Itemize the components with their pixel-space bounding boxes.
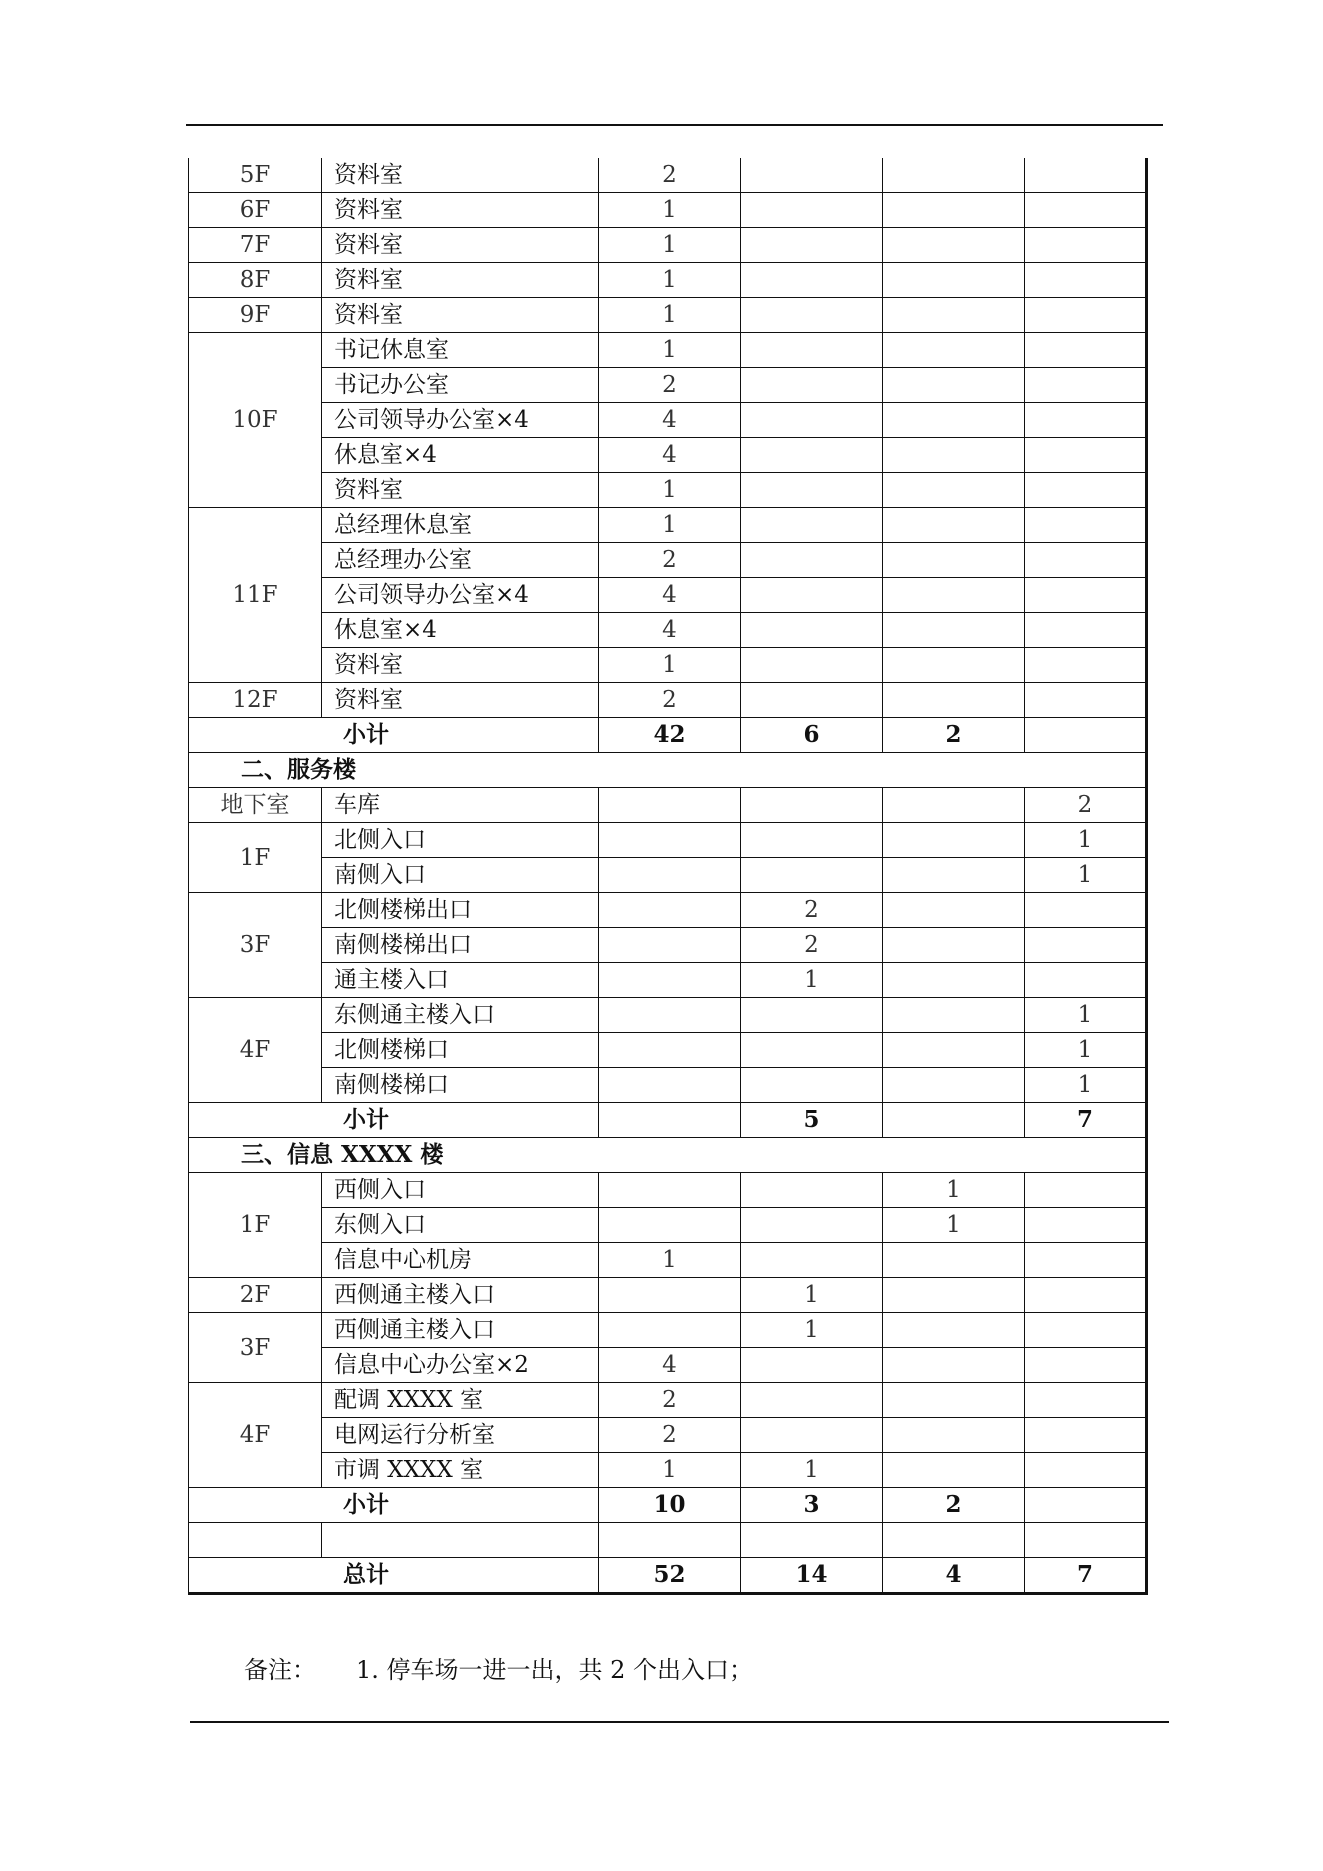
count-cell xyxy=(741,263,883,298)
count-cell xyxy=(599,1033,741,1068)
table-row xyxy=(189,858,1147,893)
floor-cell: 3F xyxy=(189,1313,322,1383)
count-cell xyxy=(1025,508,1147,543)
count-cell xyxy=(741,473,883,508)
count-cell xyxy=(1025,1383,1147,1418)
count-cell xyxy=(1025,158,1147,193)
subtotal-value: 42 xyxy=(599,718,741,753)
count-cell: 1 xyxy=(599,228,741,263)
subtotal-label: 小计 xyxy=(189,1488,599,1523)
subtotal-row xyxy=(189,1103,1147,1138)
count-cell xyxy=(883,473,1025,508)
subtotal-label: 小计 xyxy=(189,1103,599,1138)
count-cell xyxy=(741,1068,883,1103)
count-cell xyxy=(1025,228,1147,263)
subtotal-value xyxy=(1025,718,1147,753)
count-cell xyxy=(883,298,1025,333)
floor-cell: 11F xyxy=(189,508,322,683)
count-cell xyxy=(883,508,1025,543)
count-cell xyxy=(1025,263,1147,298)
room-cell: 公司领导办公室×4 xyxy=(322,403,599,438)
count-cell xyxy=(883,613,1025,648)
table-row xyxy=(189,403,1147,438)
count-cell xyxy=(883,1418,1025,1453)
table-row xyxy=(189,228,1147,263)
room-cell: 信息中心办公室×2 xyxy=(322,1348,599,1383)
subtotal-row xyxy=(189,718,1147,753)
room-cell: 通主楼入口 xyxy=(322,963,599,998)
count-cell: 1 xyxy=(599,263,741,298)
subtotal-value xyxy=(883,1103,1025,1138)
count-cell xyxy=(599,1068,741,1103)
count-cell xyxy=(1025,403,1147,438)
room-cell: 西侧通主楼入口 xyxy=(322,1313,599,1348)
floor-cell xyxy=(189,1523,322,1558)
room-cell: 市调 XXXX 室 xyxy=(322,1453,599,1488)
room-cell: 配调 XXXX 室 xyxy=(322,1383,599,1418)
count-cell xyxy=(1025,1523,1147,1558)
count-cell xyxy=(883,333,1025,368)
room-cell: 资料室 xyxy=(322,193,599,228)
count-cell: 4 xyxy=(599,613,741,648)
room-cell: 资料室 xyxy=(322,683,599,718)
table-row xyxy=(189,648,1147,683)
floor-cell: 10F xyxy=(189,333,322,508)
subtotal-label: 小计 xyxy=(189,718,599,753)
remarks-note xyxy=(244,1650,753,1685)
count-cell xyxy=(599,928,741,963)
count-cell xyxy=(599,1313,741,1348)
table-row xyxy=(189,1278,1147,1313)
room-cell: 车库 xyxy=(322,788,599,823)
count-cell: 1 xyxy=(599,508,741,543)
subtotal-value: 5 xyxy=(741,1103,883,1138)
count-cell: 1 xyxy=(599,333,741,368)
table-row xyxy=(189,158,1147,193)
footer-rule xyxy=(190,1721,1169,1723)
table-row xyxy=(189,998,1147,1033)
table-row xyxy=(189,928,1147,963)
room-cell: 北侧入口 xyxy=(322,823,599,858)
subtotal-value: 2 xyxy=(883,1488,1025,1523)
count-cell: 1 xyxy=(1025,998,1147,1033)
room-cell: 休息室×4 xyxy=(322,613,599,648)
subtotal-value: 3 xyxy=(741,1488,883,1523)
count-cell: 1 xyxy=(599,1243,741,1278)
count-cell xyxy=(599,893,741,928)
count-cell: 1 xyxy=(741,1278,883,1313)
section-heading: 三、信息 XXXX 楼 xyxy=(189,1138,1147,1173)
count-cell: 4 xyxy=(599,403,741,438)
room-cell: 资料室 xyxy=(322,298,599,333)
table-row xyxy=(189,963,1147,998)
count-cell xyxy=(741,1173,883,1208)
room-cell: 总经理休息室 xyxy=(322,508,599,543)
subtotal-value: 6 xyxy=(741,718,883,753)
room-cell: 北侧楼梯口 xyxy=(322,1033,599,1068)
table-row xyxy=(189,473,1147,508)
floor-cell: 5F xyxy=(189,158,322,193)
floor-cell: 地下室 xyxy=(189,788,322,823)
table-row xyxy=(189,788,1147,823)
count-cell xyxy=(1025,963,1147,998)
room-cell: 休息室×4 xyxy=(322,438,599,473)
count-cell xyxy=(883,893,1025,928)
count-cell xyxy=(599,858,741,893)
count-cell xyxy=(741,1383,883,1418)
count-cell: 1 xyxy=(599,298,741,333)
table-row xyxy=(189,1453,1147,1488)
count-cell xyxy=(741,1348,883,1383)
count-cell: 1 xyxy=(883,1208,1025,1243)
count-cell xyxy=(883,368,1025,403)
count-cell xyxy=(741,823,883,858)
count-cell xyxy=(741,998,883,1033)
count-cell xyxy=(883,1068,1025,1103)
room-cell: 书记休息室 xyxy=(322,333,599,368)
count-cell xyxy=(883,1523,1025,1558)
count-cell xyxy=(1025,928,1147,963)
table-row xyxy=(189,438,1147,473)
floor-cell: 3F xyxy=(189,893,322,998)
room-count-table xyxy=(188,158,1148,1595)
count-cell: 1 xyxy=(1025,1068,1147,1103)
count-cell xyxy=(1025,1243,1147,1278)
count-cell xyxy=(1025,683,1147,718)
subtotal-value: 2 xyxy=(883,718,1025,753)
count-cell: 2 xyxy=(599,158,741,193)
count-cell: 1 xyxy=(883,1173,1025,1208)
count-cell xyxy=(1025,613,1147,648)
count-cell xyxy=(883,648,1025,683)
count-cell: 1 xyxy=(1025,1033,1147,1068)
room-cell: 书记办公室 xyxy=(322,368,599,403)
count-cell xyxy=(1025,438,1147,473)
count-cell xyxy=(1025,578,1147,613)
count-cell xyxy=(883,928,1025,963)
count-cell xyxy=(1025,298,1147,333)
count-cell xyxy=(1025,1173,1147,1208)
count-cell: 1 xyxy=(741,1313,883,1348)
floor-cell: 8F xyxy=(189,263,322,298)
section-heading: 二、服务楼 xyxy=(189,753,1147,788)
table-row xyxy=(189,893,1147,928)
subtotal-value: 14 xyxy=(741,1558,883,1594)
count-cell xyxy=(599,963,741,998)
count-cell xyxy=(883,263,1025,298)
floor-cell: 7F xyxy=(189,228,322,263)
room-cell: 南侧楼梯口 xyxy=(322,1068,599,1103)
table-row xyxy=(189,508,1147,543)
room-cell: 东侧入口 xyxy=(322,1208,599,1243)
count-cell xyxy=(883,1033,1025,1068)
count-cell xyxy=(883,1278,1025,1313)
room-cell: 西侧入口 xyxy=(322,1173,599,1208)
count-cell xyxy=(883,1313,1025,1348)
count-cell xyxy=(1025,193,1147,228)
count-cell: 2 xyxy=(741,928,883,963)
count-cell xyxy=(599,1208,741,1243)
count-cell: 1 xyxy=(741,963,883,998)
count-cell xyxy=(741,648,883,683)
section-header-row xyxy=(189,753,1147,788)
count-cell xyxy=(741,1208,883,1243)
count-cell: 2 xyxy=(599,1418,741,1453)
count-cell xyxy=(883,543,1025,578)
count-cell xyxy=(741,438,883,473)
subtotal-value: 10 xyxy=(599,1488,741,1523)
count-cell xyxy=(599,1523,741,1558)
count-cell xyxy=(741,1418,883,1453)
count-cell xyxy=(741,228,883,263)
subtotal-value: 7 xyxy=(1025,1103,1147,1138)
count-cell xyxy=(883,1453,1025,1488)
room-cell: 信息中心机房 xyxy=(322,1243,599,1278)
count-cell xyxy=(1025,368,1147,403)
count-cell xyxy=(883,1348,1025,1383)
subtotal-value xyxy=(1025,1488,1147,1523)
floor-cell: 4F xyxy=(189,1383,322,1488)
count-cell xyxy=(883,823,1025,858)
table-row xyxy=(189,333,1147,368)
count-cell xyxy=(883,1243,1025,1278)
count-cell: 2 xyxy=(599,368,741,403)
room-cell: 西侧通主楼入口 xyxy=(322,1278,599,1313)
count-cell: 1 xyxy=(599,193,741,228)
table-row xyxy=(189,1418,1147,1453)
count-cell xyxy=(1025,333,1147,368)
table-row xyxy=(189,368,1147,403)
table-row xyxy=(189,578,1147,613)
count-cell xyxy=(883,158,1025,193)
count-cell: 2 xyxy=(1025,788,1147,823)
count-cell xyxy=(599,823,741,858)
floor-cell: 9F xyxy=(189,298,322,333)
room-cell: 东侧通主楼入口 xyxy=(322,998,599,1033)
count-cell: 2 xyxy=(599,683,741,718)
table-row xyxy=(189,1523,1147,1558)
floor-cell: 1F xyxy=(189,1173,322,1278)
count-cell xyxy=(741,403,883,438)
count-cell xyxy=(883,788,1025,823)
room-cell xyxy=(322,1523,599,1558)
table-row xyxy=(189,1243,1147,1278)
count-cell xyxy=(741,193,883,228)
count-cell xyxy=(741,1523,883,1558)
count-cell xyxy=(1025,1348,1147,1383)
table-row xyxy=(189,1383,1147,1418)
table-row xyxy=(189,1173,1147,1208)
count-cell xyxy=(741,578,883,613)
room-cell: 资料室 xyxy=(322,228,599,263)
count-cell xyxy=(741,788,883,823)
subtotal-row xyxy=(189,1558,1147,1594)
count-cell xyxy=(741,368,883,403)
floor-cell: 2F xyxy=(189,1278,322,1313)
count-cell: 1 xyxy=(741,1453,883,1488)
count-cell: 1 xyxy=(599,648,741,683)
room-cell: 资料室 xyxy=(322,263,599,298)
count-cell xyxy=(741,858,883,893)
table-row xyxy=(189,683,1147,718)
room-cell: 资料室 xyxy=(322,473,599,508)
count-cell: 2 xyxy=(599,543,741,578)
header-rule xyxy=(186,124,1163,126)
table-row xyxy=(189,1033,1147,1068)
count-cell xyxy=(1025,1208,1147,1243)
room-cell: 资料室 xyxy=(322,158,599,193)
table-row xyxy=(189,1208,1147,1243)
count-cell xyxy=(741,158,883,193)
count-cell xyxy=(1025,893,1147,928)
count-cell: 1 xyxy=(1025,823,1147,858)
table-row xyxy=(189,1348,1147,1383)
count-cell xyxy=(883,998,1025,1033)
count-cell xyxy=(883,963,1025,998)
count-cell: 1 xyxy=(599,1453,741,1488)
count-cell xyxy=(1025,1278,1147,1313)
subtotal-value xyxy=(599,1103,741,1138)
count-cell xyxy=(741,298,883,333)
remarks-label: 备注： xyxy=(244,1656,316,1684)
subtotal-row xyxy=(189,1488,1147,1523)
count-cell xyxy=(883,403,1025,438)
section-header-row xyxy=(189,1138,1147,1173)
room-cell: 南侧楼梯出口 xyxy=(322,928,599,963)
count-cell: 2 xyxy=(741,893,883,928)
count-cell xyxy=(1025,543,1147,578)
floor-cell: 12F xyxy=(189,683,322,718)
count-cell xyxy=(741,683,883,718)
count-cell xyxy=(741,613,883,648)
count-cell xyxy=(741,1243,883,1278)
room-cell: 资料室 xyxy=(322,648,599,683)
count-cell xyxy=(599,788,741,823)
count-cell xyxy=(883,193,1025,228)
floor-cell: 6F xyxy=(189,193,322,228)
count-cell xyxy=(1025,648,1147,683)
room-cell: 公司领导办公室×4 xyxy=(322,578,599,613)
count-cell xyxy=(1025,1453,1147,1488)
table-body xyxy=(189,158,1147,1594)
count-cell xyxy=(741,508,883,543)
count-cell xyxy=(883,1383,1025,1418)
remarks-text: 1. 停车场一进一出，共 2 个出入口； xyxy=(356,1656,754,1684)
count-cell xyxy=(883,578,1025,613)
room-cell: 北侧楼梯出口 xyxy=(322,893,599,928)
table-row xyxy=(189,1068,1147,1103)
subtotal-value: 7 xyxy=(1025,1558,1147,1594)
floor-cell: 4F xyxy=(189,998,322,1103)
count-cell xyxy=(741,333,883,368)
table-row xyxy=(189,1313,1147,1348)
count-cell: 4 xyxy=(599,438,741,473)
table-row xyxy=(189,298,1147,333)
count-cell xyxy=(599,998,741,1033)
floor-cell: 1F xyxy=(189,823,322,893)
table-row xyxy=(189,543,1147,578)
count-cell xyxy=(741,1033,883,1068)
table-row xyxy=(189,613,1147,648)
count-cell xyxy=(741,543,883,578)
count-cell xyxy=(1025,1313,1147,1348)
subtotal-value: 4 xyxy=(883,1558,1025,1594)
subtotal-value: 52 xyxy=(599,1558,741,1594)
count-cell xyxy=(883,683,1025,718)
table-row xyxy=(189,193,1147,228)
count-cell xyxy=(883,858,1025,893)
count-cell xyxy=(883,228,1025,263)
table-row xyxy=(189,823,1147,858)
room-cell: 电网运行分析室 xyxy=(322,1418,599,1453)
table-row xyxy=(189,263,1147,298)
count-cell xyxy=(1025,473,1147,508)
subtotal-label: 总计 xyxy=(189,1558,599,1594)
count-cell xyxy=(883,438,1025,473)
room-cell: 总经理办公室 xyxy=(322,543,599,578)
count-cell: 2 xyxy=(599,1383,741,1418)
count-cell xyxy=(599,1173,741,1208)
count-cell: 1 xyxy=(599,473,741,508)
count-cell: 1 xyxy=(1025,858,1147,893)
count-cell: 4 xyxy=(599,578,741,613)
count-cell: 4 xyxy=(599,1348,741,1383)
count-cell xyxy=(1025,1418,1147,1453)
count-cell xyxy=(599,1278,741,1313)
room-cell: 南侧入口 xyxy=(322,858,599,893)
